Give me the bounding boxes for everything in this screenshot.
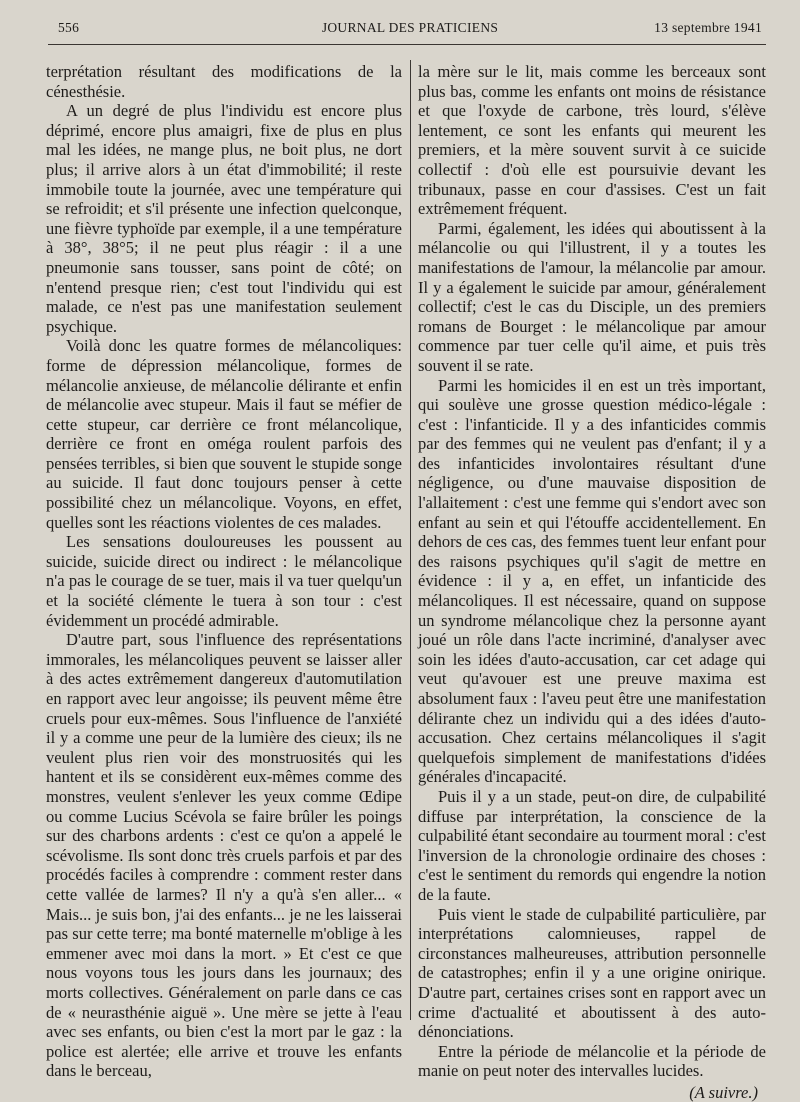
- paragraph: la mère sur le lit, mais comme les berceaux sont plus bas, comme les enfants ont moins de résistance et que l'oxyde de carbone, très lourd, s'élève lentement, ce sont les enfants qui meurent les premiers, et la mère souvent survit à ce suicide collectif : d'où elle est poursuivie devant les tribunaux, passe en cour d'assises. C'est un fait extrêmement fréquent.: [418, 62, 766, 219]
- paragraph: terprétation résultant des modifications de la cénesthésie.: [46, 62, 402, 101]
- paragraph: Les sensations douloureuses les poussent au suicide, suicide direct ou indirect : le mélancolique n'a pas le courage de se tuer, mais il va tuer quelqu'un et la société clémente le tuera à son tour : c'est évidemment un procédé admirable.: [46, 532, 402, 630]
- right-column: [418, 62, 766, 1102]
- paragraph: Parmi les homicides il en est un très important, qui soulève une grosse question médico-légale : c'est : l'infanticide. Il y a des infanticides commis par des femmes qui ne veulent pas d'enfant; il y a des infanticides involontaires résultant d'une négligence, ou d'une mauvaise disposition de l'allaitement : c'est une femme qui s'endort avec son enfant au sein et qui l'étouffe accidentellement. En dehors de ces cas, des femmes tuent leur enfant pour des raisons psychiques qu'il s'agit de mettre en évidence : il y a, en effet, un infanticide des mélancoliques. Il est nécessaire, quand on suppose un syndrome mélancolique chez la personne ayant joué un rôle dans l'acte incriminé, d'analyser avec soin les idées d'auto-accusation, car cet adage qui veut qu'avouer est une preuve maxima est absolument faux : l'aveu peut être une manifestation délirante chez un individu qui a des idées d'auto-accusation. Chez certains mélancoliques il s'agit quelquefois simplement de manifestations d'idées générales d'incapacité.: [418, 375, 766, 787]
- journal-title: JOURNAL DES PRATICIENS: [321, 20, 499, 35]
- paragraph: Puis vient le stade de culpabilité particulière, par interprétations calomnieuses, rappel de circonstances malheureuses, attribution personnelle de catastrophes; enfin il y a une origine onirique. D'autre part, certaines crises sont en rapport avec un crime d'actualité et aboutissent à des auto-dénonciations.: [418, 904, 766, 1042]
- header-rule: [48, 44, 766, 45]
- paragraph: Parmi, également, les idées qui aboutissent à la mélancolie ou qui l'illustrent, il y a toutes les manifestations de l'amour, la mélancolie par amour. Il y a également le suicide par amour, généralement collectif; c'est le cas du Disciple, un des premiers romans de Bourget : le mélancolique par amour commence par tuer celle qu'il aime, et puis très souvent il se rate.: [418, 218, 766, 375]
- running-header: [58, 18, 762, 42]
- to-be-continued: (A suivre.): [689, 1082, 758, 1102]
- left-column: [46, 62, 402, 1081]
- column-divider: [410, 60, 411, 1020]
- issue-date: 13 septembre 1941: [654, 20, 762, 35]
- paragraph: Puis il y a un stade, peut-on dire, de culpabilité diffuse par interprétation, la conscience de la culpabilité étant secondaire au tourment moral : c'est l'inversion de la chronologie ordinaire des choses : c'est le sentiment du remords qui engendre la notion de la faute.: [418, 786, 766, 904]
- page-number: 556: [58, 20, 80, 35]
- paragraph: A un degré de plus l'individu est encore plus déprimé, encore plus amaigri, fixe de plus en plus mal les idées, ne mange plus, ne boit plus, ne dort plus; il arrive alors à un état d'immobilité; il reste immobile toute la journée, avec une température qui se refroidit; et s'il présente une infection quelconque, une fièvre typhoïde par exemple, il a une température à 38°, 38°5; il ne peut plus réagir : il a une pneumonie sans tousser, sans point de côté; on n'entend presque rien; c'est tout l'individu qui est malade, ce n'est pas une manifestation seulement psychique.: [46, 101, 402, 336]
- paragraph: Voilà donc les quatre formes de mélancoliques: forme de dépression mélancolique, formes de mélancolie anxieuse, de mélancolie délirante et enfin de mélancolie avec stupeur. Mais il faut se méfier de cette stupeur, car derrière ce front mélancolique, derrière ce front en oméga roulent parfois des pensées terribles, si bien que souvent le stupide songe au suicide. Il faut donc toujours penser à cette possibilité chez un mélancolique. Voyons, en effet, quelles sont les réactions violentes de ces malades.: [46, 336, 402, 532]
- paragraph: D'autre part, sous l'influence des représentations immorales, les mélancoliques peuvent se laisser aller à des actes extrêmement dangereux d'automutilation en rapport avec leur angoisse; ils peuvent même être cruels pour eux-mêmes. Sous l'influence de l'anxiété il y a comme une peur de la lumière des cieux; ils ne veulent plus rien voir des monstruosités qui les hantent et ils se considèrent eux-mêmes comme des monstres, veulent s'enlever les yeux comme Œdipe ou comme Lucius Scévola se faire brûler les poings sur des charbons ardents : c'est ce qu'on a appelé le scévolisme. Ils sont donc très cruels parfois et par des procédés faciles à comprendre : comment rester dans cette vallée de larmes? Il n'y a qu'à s'en aller... « Mais... je suis bon, j'ai des enfants... je ne les laisserai pas sur cette terre; ma bonté maternelle m'oblige à les emmener avec moi dans la mort. » Et c'est ce que nous voyons tous les jours dans les journaux; des morts collectives. Généralement on parle dans ce cas de « neurasthénie aiguë ». Une mère se jette à l'eau avec ses enfants, ou bien c'est la mort par le gaz : la police est alertée; elle arrive et trouve les enfants dans le berceau,: [46, 630, 402, 1081]
- paragraph: Entre la période de mélancolie et la période de manie on peut noter des intervalles lucides.: [418, 1041, 766, 1081]
